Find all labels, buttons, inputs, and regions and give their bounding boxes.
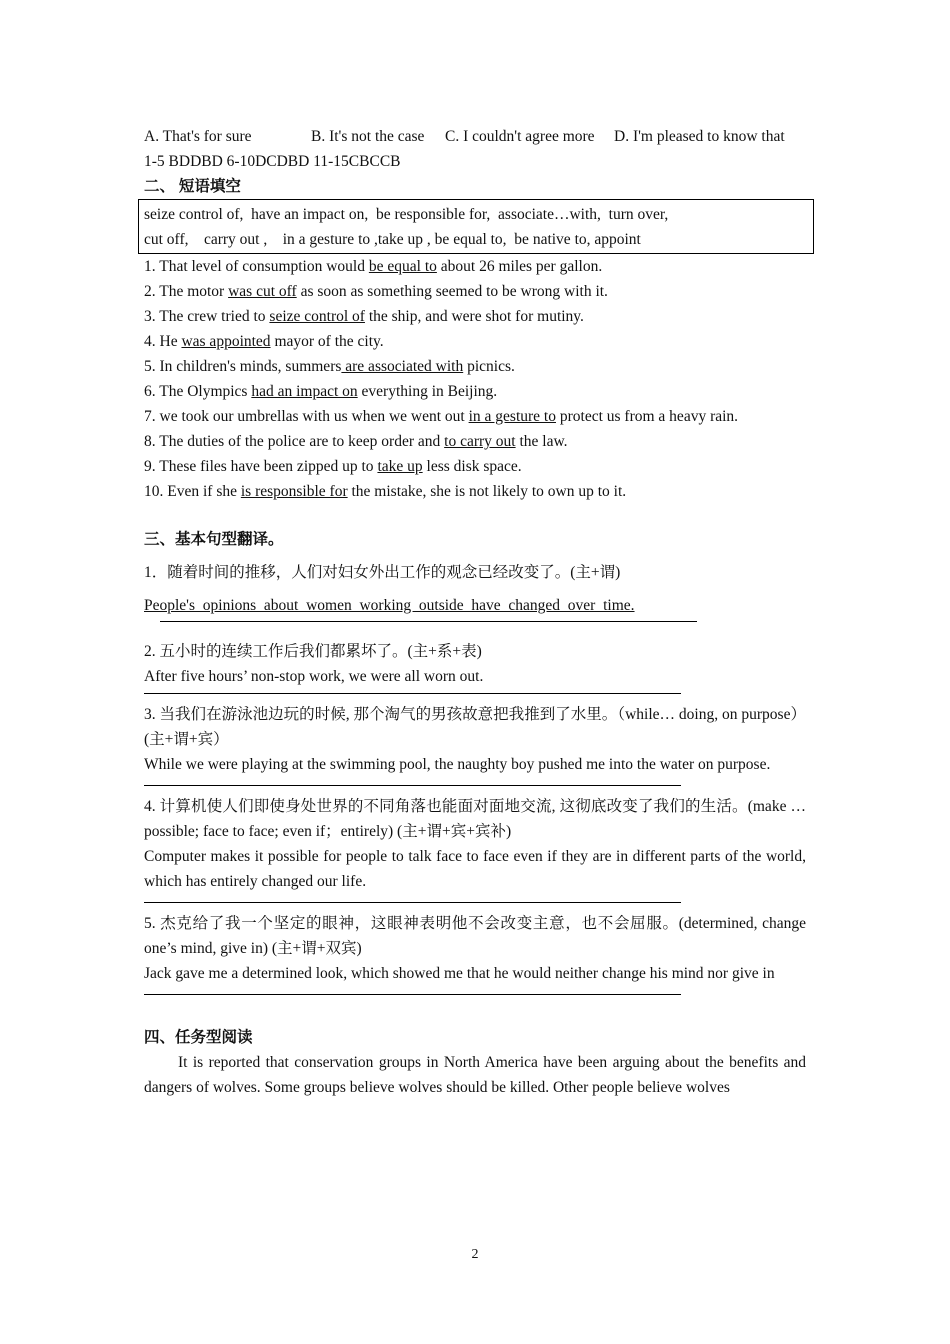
translation-answer-1: [144, 593, 806, 618]
phrase-item: 10. Even if she is responsible for the mistake, she is not likely to own up to it.: [144, 483, 627, 500]
phrase-item: 3. The crew tried to seize control of the ship, and were shot for mutiny.: [144, 308, 584, 325]
section4-heading: 四、任务型阅读: [144, 1029, 253, 1046]
phrase-item: 2. The motor was cut off as soon as something seemed to be wrong with it.: [144, 283, 608, 300]
answer-underline: had an impact on: [251, 383, 358, 400]
answer-underline: be equal to: [368, 258, 437, 275]
phrase-items: [144, 254, 806, 504]
phrase-item: 5. In children's minds, summers are associated with picnics.: [144, 358, 515, 375]
reading-paragraph: It is reported that conservation groups in North America have been arguing about the benefits and dangers of wolves. Some groups believe wolves should be killed. Other people believe wolves: [144, 1054, 806, 1096]
phrase-item: 9. These files have been zipped up to take up less disk space.: [144, 458, 522, 475]
phrase-item: 6. The Olympics had an impact on everything in Beijing.: [144, 383, 498, 400]
answer-underline: was appointed: [181, 333, 271, 350]
option-a: A. That's for sure: [144, 128, 252, 145]
answer-key: 1-5 BDDBD 6-10DCDBD 11-15CBCCB: [144, 153, 401, 170]
translation-question-3: 3. 当我们在游泳池边玩的时候, 那个淘气的男孩故意把我推到了水里。（while… doing, on purpose）(主+谓+宾）: [144, 706, 806, 748]
answer-underline: is responsible for: [240, 483, 348, 500]
translation-question-2: 2. 五小时的连续工作后我们都累坏了。(主+系+表): [144, 643, 482, 660]
option-d: D. I'm pleased to know that: [614, 128, 785, 145]
answer-underline: are associated with: [341, 358, 464, 375]
phrase-box-line-1: seize control of, have an impact on, be responsible for, associate…with, turn over,: [144, 206, 669, 223]
translation-question-4: 4. 计算机使人们即使身处世界的不同角落也能面对面地交流, 这彻底改变了我们的生活。(make …possible; face to face; even if；entirely) (主+谓+宾+宾补): [144, 798, 806, 840]
answer-underline: was cut off: [228, 283, 297, 300]
phrase-box-line-2: cut off, carry out , in a gesture to ,take up , be equal to, be native to, appoint: [144, 231, 641, 248]
answer-underline: take up: [377, 458, 423, 475]
option-c: C. I couldn't agree more: [445, 128, 595, 145]
phrase-box: [138, 199, 814, 254]
phrase-item: 8. The duties of the police are to keep order and to carry out the law.: [144, 433, 568, 450]
translation-answer-3: While we were playing at the swimming pool, the naughty boy pushed me into the water on purpose.: [144, 756, 771, 773]
section3-heading: 三、基本句型翻译。: [144, 531, 284, 548]
translation-answer-5: Jack gave me a determined look, which showed me that he would neither change his mind nor give in: [144, 965, 775, 982]
answer-underline: in a gesture to: [468, 408, 556, 425]
page-number: 2: [471, 1247, 479, 1262]
translation-answer-4: Computer makes it possible for people to talk face to face even if they are in different parts of the world, which has entirely changed our life.: [144, 848, 806, 890]
phrase-item: 4. He was appointed mayor of the city.: [144, 333, 384, 350]
section2-heading: 二、 短语填空: [144, 178, 241, 195]
option-b: B. It's not the case: [311, 128, 425, 145]
answer-underline: People's opinions about women working outside have changed over time.: [144, 597, 635, 614]
options-line: [144, 124, 806, 149]
phrase-item: 7. we took our umbrellas with us when we went out in a gesture to protect us from a heavy rain.: [144, 408, 739, 425]
translation-question-5: 5. 杰克给了我一个坚定的眼神，这眼神表明他不会改变主意，也不会屈服。(determined, change one’s mind, give in) (主+谓+双宾): [144, 915, 806, 957]
answer-underline: seize control of: [269, 308, 365, 325]
phrase-item: 1. That level of consumption would be equal to about 26 miles per gallon.: [144, 258, 603, 275]
answer-underline: to carry out: [444, 433, 516, 450]
translation-question-1: 1．随着时间的推移，人们对妇女外出工作的观念已经改变了。(主+谓): [144, 564, 621, 581]
document-page: [144, 124, 806, 1100]
translation-answer-2: After five hours’ non-stop work, we were all worn out.: [144, 668, 484, 685]
